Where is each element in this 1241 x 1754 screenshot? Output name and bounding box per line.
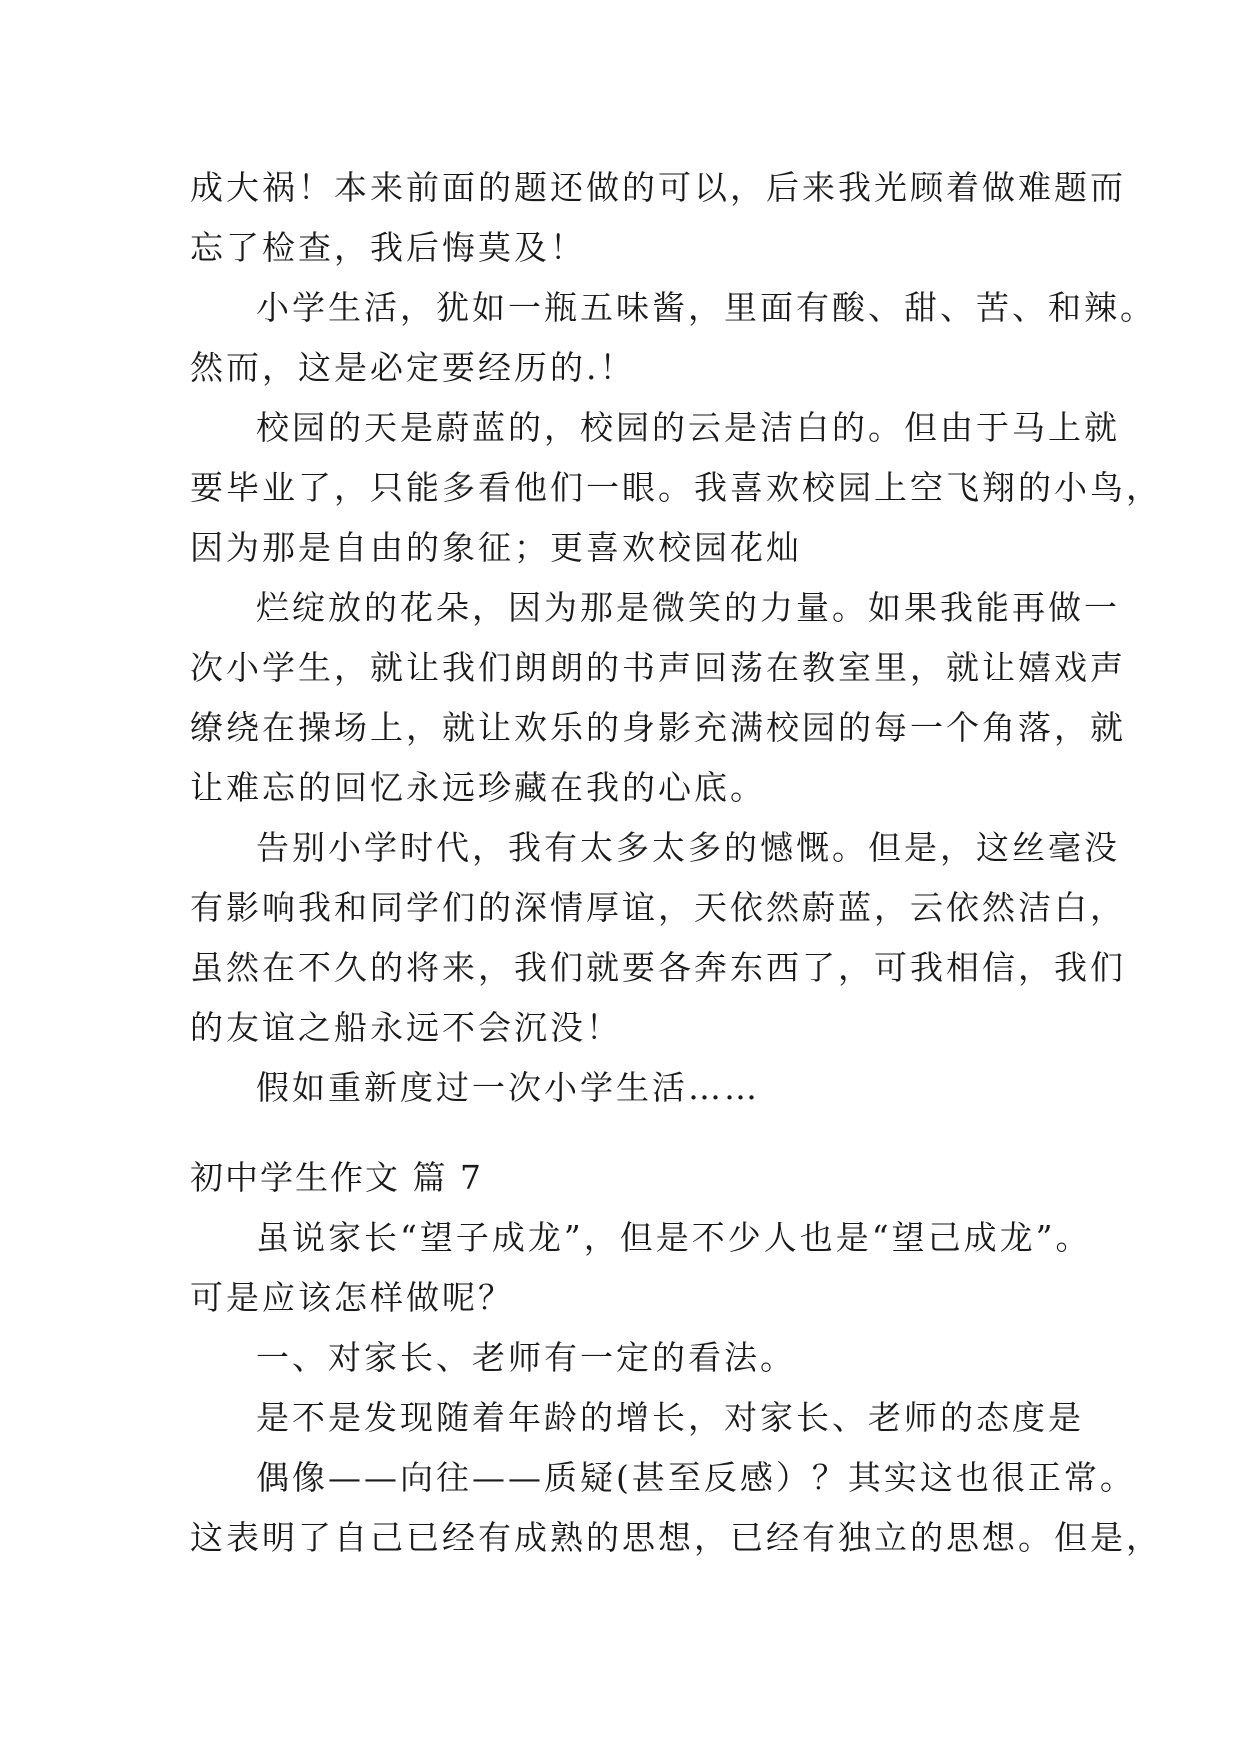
text-line: 要毕业了，只能多看他们一眼。我喜欢校园上空飞翔的小鸟，	[190, 468, 1162, 507]
paragraph-start: 告别小学时代，我有太多太多的憾慨。但是，这丝毫没	[256, 828, 1120, 867]
paragraph-start: 偶像——向往——质疑(甚至反感）？其实这也很正常。	[256, 1458, 1136, 1497]
paragraph-start: 虽说家长“望子成龙”，但是不少人也是“望己成龙”。	[256, 1218, 1092, 1257]
text-line: 的友谊之船永远不会沉没！	[190, 1008, 622, 1047]
text-line: 成大祸！本来前面的题还做的可以，后来我光顾着做难题而	[190, 168, 1126, 207]
text-line: 有影响我和同学们的深情厚谊，天依然蔚蓝，云依然洁白，	[190, 888, 1126, 927]
text-line: 虽然在不久的将来，我们就要各奔东西了，可我相信，我们	[190, 948, 1126, 987]
paragraph-start: 小学生活，犹如一瓶五味酱，里面有酸、甜、苦、和辣。	[256, 288, 1156, 327]
text-line: 因为那是自由的象征；更喜欢校园花灿	[190, 528, 802, 567]
paragraph-start: 是不是发现随着年龄的增长，对家长、老师的态度是	[256, 1398, 1084, 1437]
text-line: 可是应该怎样做呢？	[190, 1278, 514, 1317]
text-line: 让难忘的回忆永远珍藏在我的心底。	[190, 768, 766, 807]
paragraph-start: 校园的天是蔚蓝的，校园的云是洁白的。但由于马上就	[256, 408, 1120, 447]
paragraph-start: 烂绽放的花朵，因为那是微笑的力量。如果我能再做一	[256, 588, 1120, 627]
text-line: 缭绕在操场上，就让欢乐的身影充满校园的每一个角落，就	[190, 708, 1126, 747]
text-line: 次小学生，就让我们朗朗的书声回荡在教室里，就让嬉戏声	[190, 648, 1126, 687]
text-line: 忘了检查，我后悔莫及！	[190, 228, 586, 267]
paragraph-start: 一、对家长、老师有一定的看法。	[256, 1338, 796, 1377]
section-heading: 初中学生作文 篇 7	[190, 1158, 483, 1197]
text-line: 这表明了自己已经有成熟的思想，已经有独立的思想。但是，	[190, 1518, 1162, 1557]
paragraph-start: 假如重新度过一次小学生活……	[256, 1068, 760, 1107]
text-line: 然而，这是必定要经历的.！	[190, 348, 636, 387]
